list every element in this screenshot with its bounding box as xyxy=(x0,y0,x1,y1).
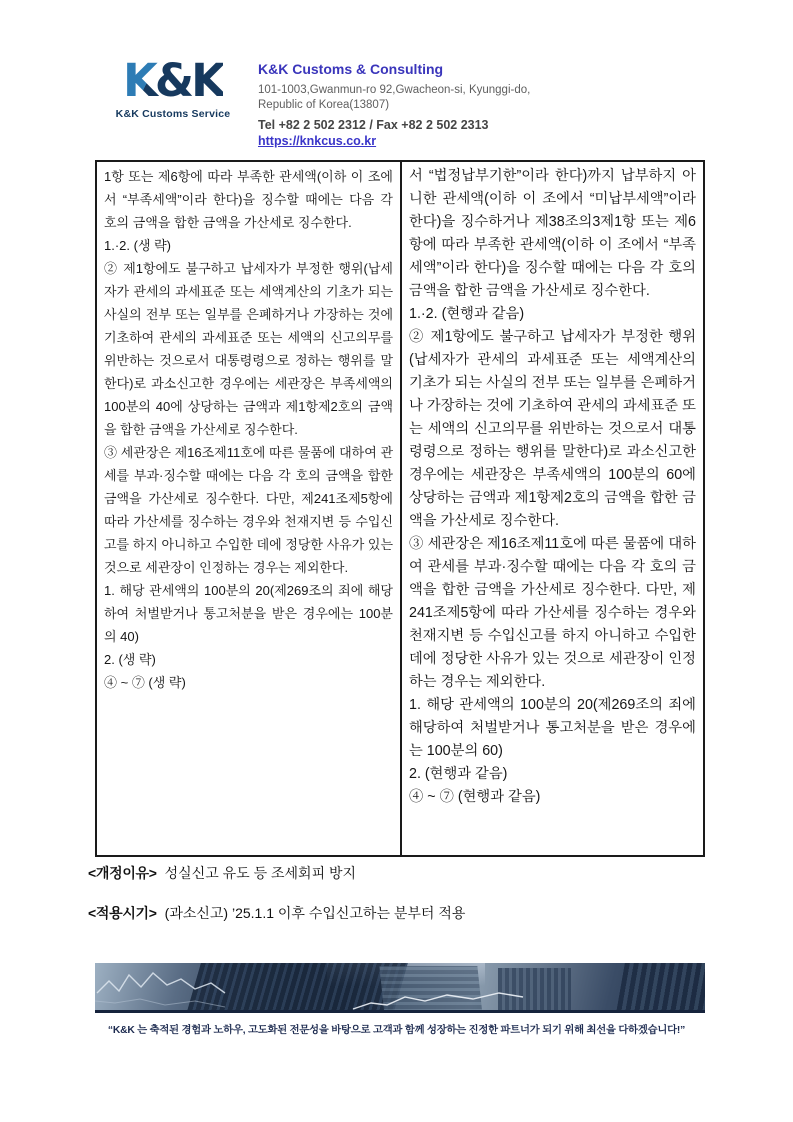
paragraph: 1.·2. (현행과 같음) xyxy=(409,306,525,322)
application-date-note xyxy=(88,902,708,924)
law-comparison-table xyxy=(95,160,705,857)
revision-reason-label: <개정이유> xyxy=(88,865,157,881)
company-website-link[interactable]: https://knkcus.co.kr xyxy=(258,134,377,149)
application-date-text: (과소신고) ’25.1.1 이후 수입신고하는 분부터 적용 xyxy=(164,905,466,921)
paragraph: 1. 해당 관세액의 100분의 20(제269조의 죄에 해당하여 처벌받거나 통고처분을 받은 경우에는 100분의 60) xyxy=(409,697,696,759)
company-address xyxy=(258,83,530,112)
paragraph: ③ 세관장은 제16조제11호에 따른 물품에 대하여 관세를 부과·징수할 때에는 다음 각 호의 금액을 합한 금액을 가산세로 징수한다. 다만, 제241조제5항에 따라 가산세를 징수하는 경우와 천재지변 등 수입신고를 하지 아니하고 수입한 데에 정당한 사유가 있는 것으로 세관장이 인정하는 경우는 제외한다. xyxy=(104,445,394,575)
application-date-label: <적용시기> xyxy=(88,905,157,921)
paragraph: 서 “법정납부기한”이라 한다)까지 납부하지 아니한 관세액(이하 이 조에서 “미납부세액”이라 한다)을 징수하거나 제38조의3제1항 또는 제6항에 따라 부족한 관세액(이하 이 조에서 “부족세액”이라 한다)을 징수할 때에는 다음 각 호의 금액을 합한 금액을 가산세로 징수한다. xyxy=(409,168,696,299)
paragraph: ④ ~ ⑦ (생 략) xyxy=(104,675,186,690)
paragraph: 2. (현행과 같음) xyxy=(409,766,508,782)
revised-law-column xyxy=(402,162,703,855)
company-phone-fax: Tel +82 2 502 2312 / Fax +82 2 502 2313 xyxy=(258,118,489,133)
logo-subtitle: K&K Customs Service xyxy=(115,108,231,120)
company-info xyxy=(258,58,530,150)
cityscape-banner-image xyxy=(95,963,705,1013)
banner-bottom-strip xyxy=(95,1010,705,1013)
paragraph: 2. (생 략) xyxy=(104,652,156,667)
current-law-column xyxy=(97,162,402,855)
paragraph: ② 제1항에도 불구하고 납세자가 부정한 행위(납세자가 관세의 과세표준 또는 세액계산의 기초가 되는 사실의 전부 또는 일부를 은폐하거나 가장하는 것에 기초하여 관세의 과세표준 또는 세액의 신고의무를 위반하는 것으로서 대통령령으로 정하는 행위를 말한다)로 과소신고한 경우에는 세관장은 부족세액의 100분의 60에 상당하는 금액과 제1항제2호의 금액을 합한 금액을 가산세로 징수한다. xyxy=(409,329,696,529)
notes-section xyxy=(88,862,708,942)
knk-logo-icon: K&K xyxy=(123,54,223,107)
address-line-1: 101-1003,Gwanmun-ro 92,Gwacheon-si, Kyunggi-do, xyxy=(258,84,531,96)
paragraph: ③ 세관장은 제16조제11호에 따른 물품에 대하여 관세를 부과·징수할 때에는 다음 각 호의 금액을 합한 금액을 가산세로 징수한다. 다만, 제241조제5항에 따라 가산세를 징수하는 경우와 천재지변 등 수입신고를 하지 아니하고 수입한 데에 정당한 사유가 있는 것으로 세관장이 인정하는 경우는 제외한다. xyxy=(409,536,696,690)
paragraph: 1.·2. (생 략) xyxy=(104,238,172,253)
page-header xyxy=(112,54,531,150)
revision-reason-note xyxy=(88,862,708,884)
company-slogan: “K&K 는 축적된 경험과 노하우, 고도화된 전문성을 바탕으로 고객과 함께 성장하는 진정한 파트너가 되기 위해 최선을 다하겠습니다!” xyxy=(107,1025,686,1036)
paragraph: ④ ~ ⑦ (현행과 같음) xyxy=(409,789,541,805)
paragraph: 1. 해당 관세액의 100분의 20(제269조의 죄에 해당하여 처벌받거나 통고처분을 받은 경우에는 100분의 40) xyxy=(104,583,393,644)
revision-reason-text: 성실신고 유도 등 조세회피 방지 xyxy=(164,865,357,881)
address-line-2: Republic of Korea(13807) xyxy=(258,98,390,111)
stock-chart-line-icon xyxy=(95,963,705,1013)
company-logo xyxy=(112,54,234,150)
company-name: K&K Customs & Consulting xyxy=(258,61,444,77)
paragraph: 1항 또는 제6항에 따라 부족한 관세액(이하 이 조에서 “부족세액”이라 한다)을 징수할 때에는 다음 각 호의 금액을 합한 금액을 가산세로 징수한다. xyxy=(104,169,393,230)
paragraph: ② 제1항에도 불구하고 납세자가 부정한 행위(납세자가 관세의 과세표준 또는 세액계산의 기초가 되는 사실의 전부 또는 일부를 은폐하거나 가장하는 것에 기초하여 관세의 과세표준 또는 세액의 신고의무를 위반하는 것으로서 대통령령으로 정하는 행위를 말한다)로 과소신고한 경우에는 세관장은 부족세액의 100분의 40에 상당하는 금액과 제1항제2호의 금액을 합한 금액을 가산세로 징수한다. xyxy=(104,261,393,437)
